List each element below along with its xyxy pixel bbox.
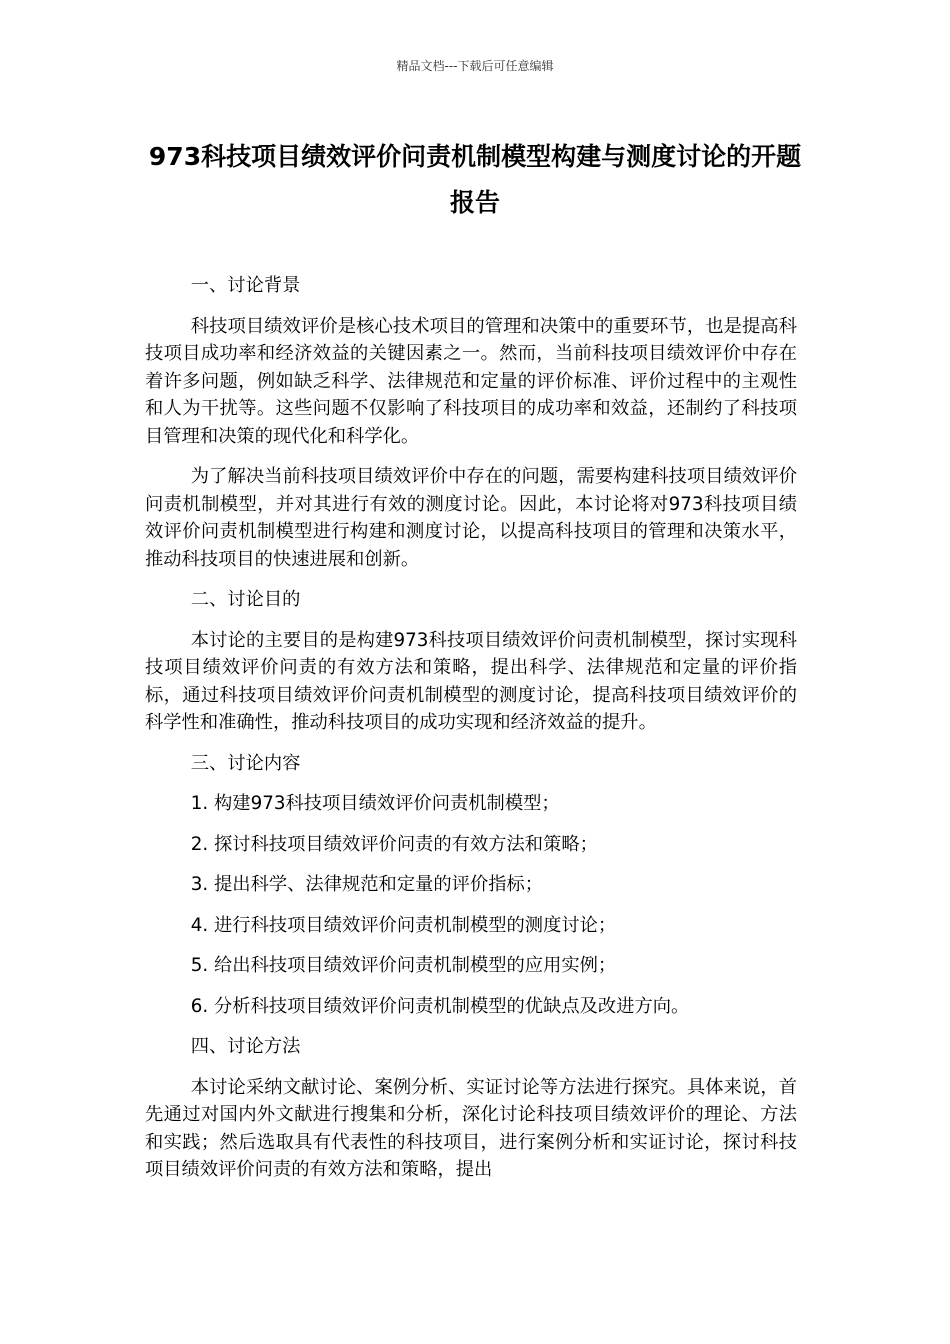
paragraph-background-2: 为了解决当前科技项目绩效评价中存在的问题，需要构建科技项目绩效评价问责机制模型，并对其进行有效的测度讨论。因此，本讨论将对973科技项目绩效评价问责机制模型进行构建和测度讨论，以提高科技项目的管理和决策水平，推动科技项目的快速进展和创新。 bbox=[145, 466, 797, 570]
section-heading-purpose: 二、讨论目的 bbox=[190, 589, 301, 610]
content-list-item-3: 3. 提出科学、法律规范和定量的评价指标； bbox=[190, 874, 544, 895]
document-body bbox=[145, 272, 797, 1197]
section-heading-content: 三、讨论内容 bbox=[190, 752, 301, 774]
paragraph-method-1: 本讨论采纳文献讨论、案例分析、实证讨论等方法进行探究。具体来说，首先通过对国内外文献进行搜集和分析，深化讨论科技项目绩效评价的理论、方法和实践；然后选取具有代表性的科技项目，进行案例分析和实证讨论，探讨科技项目绩效评价问责的有效方法和策略，提出 bbox=[145, 1076, 797, 1180]
content-list-item-6: 6. 分析科技项目绩效评价问责机制模型的优缺点及改进方向。 bbox=[190, 995, 690, 1017]
content-list-item-2: 2. 探讨科技项目绩效评价问责的有效方法和策略； bbox=[190, 833, 598, 855]
content-list-item-5: 5. 给出科技项目绩效评价问责机制模型的应用实例； bbox=[190, 955, 617, 976]
paragraph-purpose-1: 本讨论的主要目的是构建973科技项目绩效评价问责机制模型，探讨实现科技项目绩效评价问责的有效方法和策略，提出科学、法律规范和定量的评价指标，通过科技项目绩效评价问责机制模型的测度讨论，提高科技项目绩效评价的科学性和准确性，推动科技项目的成功实现和经济效益的提升。 bbox=[145, 629, 797, 733]
document-title: 973科技项目绩效评价问责机制模型构建与测度讨论的开题报告 bbox=[148, 142, 802, 217]
content-list-item-4: 4. 进行科技项目绩效评价问责机制模型的测度讨论； bbox=[190, 914, 617, 936]
header-note: 精品文档---下载后可任意编辑 bbox=[396, 59, 554, 73]
paragraph-background-1: 科技项目绩效评价是核心技术项目的管理和决策中的重要环节，也是提高科技项目成功率和经济效益的关键因素之一。然而，当前科技项目绩效评价中存在着许多问题，例如缺乏科学、法律规范和定量的评价标准、评价过程中的主观性和人为干扰等。这些问题不仅影响了科技项目的成功率和效益，还制约了科技项目管理和决策的现代化和科学化。 bbox=[145, 315, 797, 447]
content-list-item-1: 1. 构建973科技项目绩效评价问责机制模型； bbox=[190, 793, 560, 814]
section-heading-background: 一、讨论背景 bbox=[190, 275, 301, 296]
section-heading-method: 四、讨论方法 bbox=[190, 1036, 301, 1057]
